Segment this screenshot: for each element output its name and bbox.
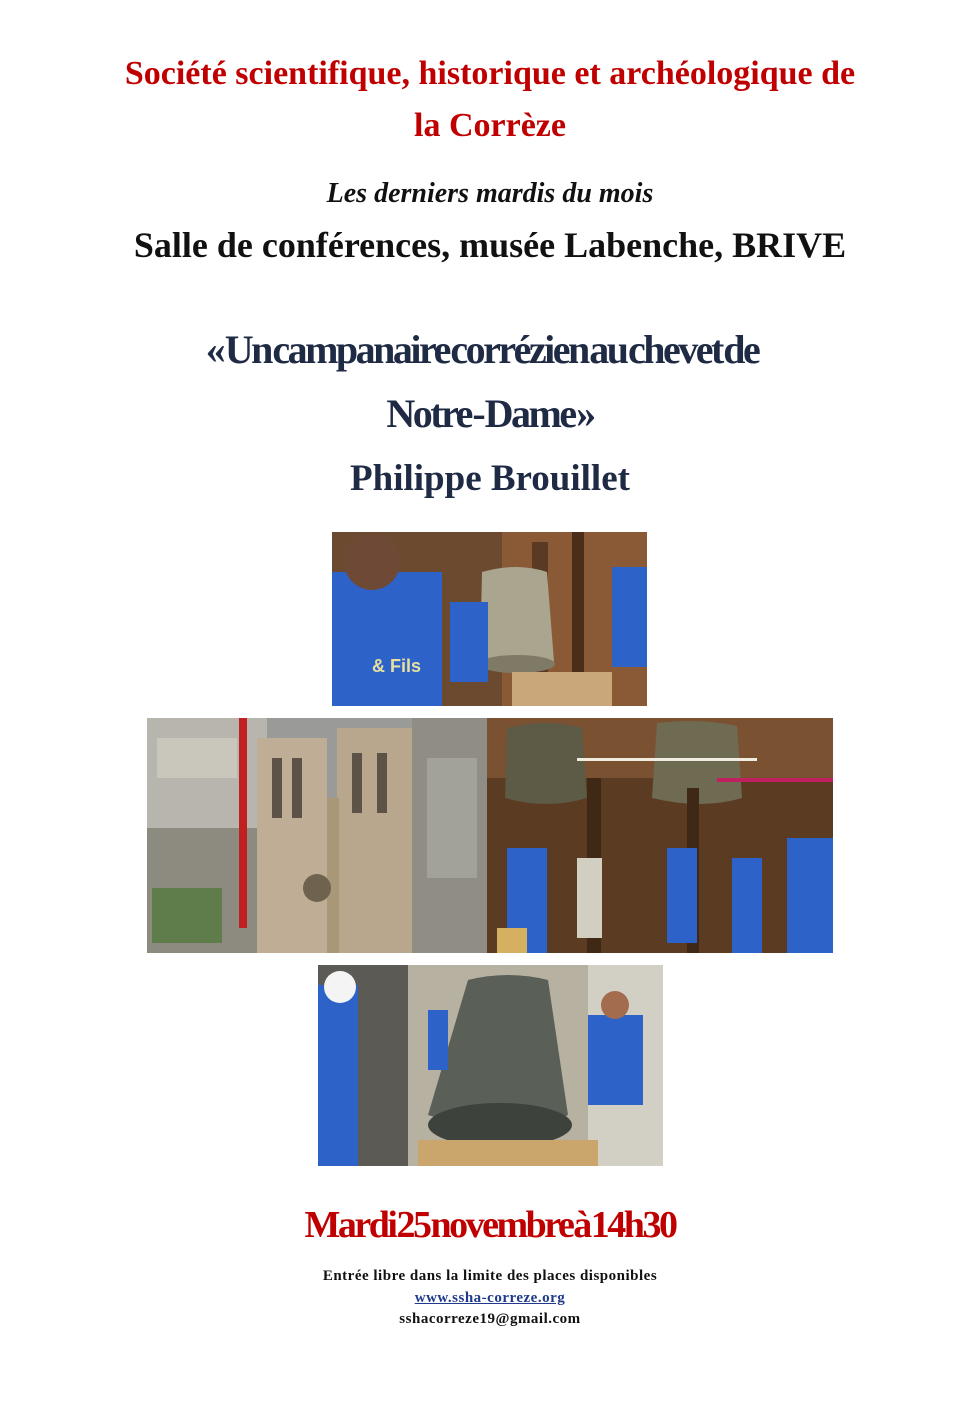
talk-title-line1: « Un campanaire corrézien au chevet de: [205, 327, 759, 372]
bell-workers-photo: [332, 532, 647, 706]
talk-title-line2: Notre - Dame »: [386, 391, 594, 436]
website-row: [0, 1290, 980, 1307]
large-bell-photo: [318, 965, 663, 1166]
email-address[interactable]: sshacorreze19@gmail.com: [399, 1311, 581, 1327]
speaker-name: Philippe Brouillet: [350, 458, 630, 499]
event-date: Mardi 25 novembre à 14h30: [304, 1204, 676, 1246]
website-link[interactable]: www.ssha-correze.org: [414, 1290, 566, 1306]
shirt-logo-text: & Fils: [372, 656, 422, 676]
organization-title-line1: Société scientifique, historique et archéologique de: [124, 55, 856, 92]
entry-notice: Entrée libre dans la limite des places disponibles: [322, 1268, 658, 1284]
organization-title-line2: la Corrèze: [414, 107, 566, 144]
event-series-subtitle: Les derniers mardis du mois: [326, 178, 654, 209]
venue-line: Salle de conférences, musée Labenche, BRIVE: [133, 225, 847, 265]
notre-dame-aerial-photo: [147, 718, 487, 953]
belfry-interior-photo: [487, 718, 833, 953]
